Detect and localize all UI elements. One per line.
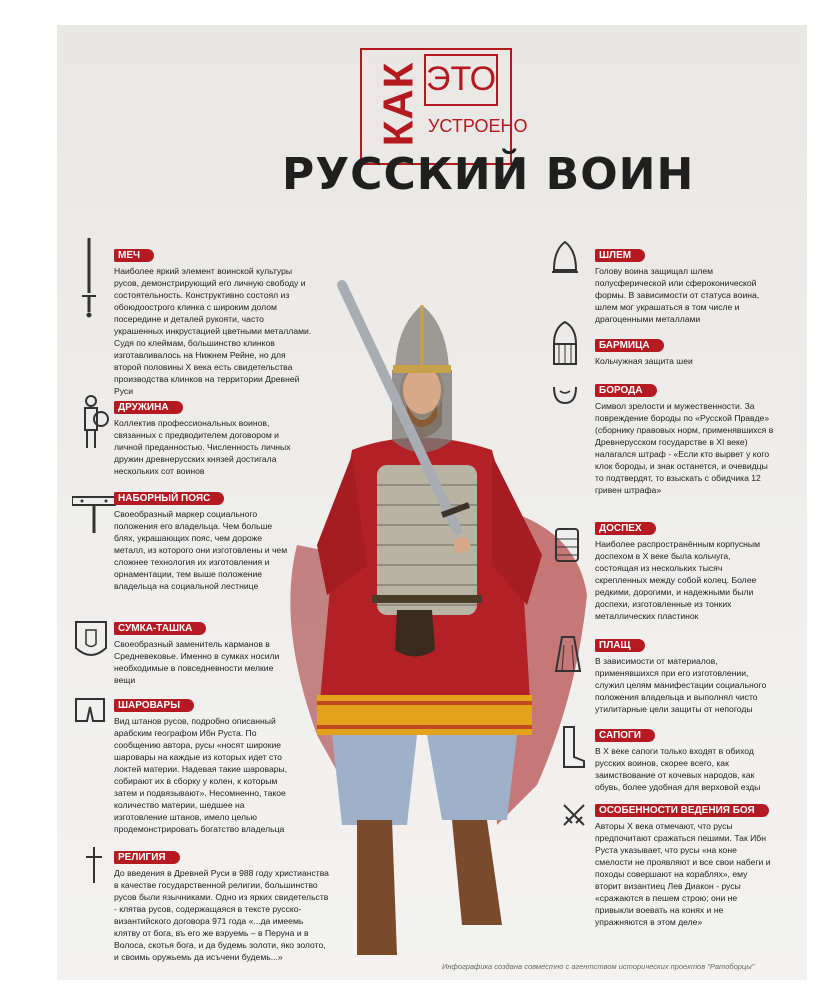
page-title: РУССКИЙ ВОИН bbox=[282, 149, 695, 200]
warrior-icon bbox=[79, 395, 109, 450]
item-plashch bbox=[595, 635, 775, 715]
armor-icon bbox=[554, 527, 580, 563]
label-plashch: ПЛАЩ bbox=[595, 639, 645, 652]
item-sumka bbox=[114, 618, 284, 686]
text-dospeh: Наиболее распространённым корпусным доспехом в X веке была кольчуга, состоящая из нескольких тысяч скрепленных между собой колец. Более редкими, дорогими, и надежными были доспехи, изготовленные из тонких металлических пластинок bbox=[595, 539, 761, 621]
trousers-icon bbox=[74, 697, 106, 723]
text-boy: Авторы X века отмечают, что русы предпочитают сражаться пешими. Так Ибн Руста указывает, что русы «на коне смелости не проявляют и все свои набеги и походы совершают на кораблях», ему вторит византиец Лев Диакон - русы «сражаются в пешем строю; они не привыкли воевать на конях и не упражняются в этом деле» bbox=[595, 821, 771, 927]
text-sapogi: В X веке сапоги только входят в обиход русских воинов, скорее всего, как заимствование от кочевых народов, как обувь, более удобная для верховой езды bbox=[595, 746, 761, 792]
item-shlem bbox=[595, 245, 770, 325]
boot-icon bbox=[560, 725, 586, 769]
poster bbox=[57, 25, 807, 980]
label-poyas: НАБОРНЫЙ ПОЯС bbox=[114, 492, 224, 505]
text-boroda: Символ зрелости и мужественности. За повреждение бороды по «Русской Правде» (сборнику правовых норм, применявшихся в Древнерусском государстве в XI веке) налагался штраф - «Если кто вырвет у кого клок бороды, и знак останется, и очевидцы то подтвердят, то взыскать с обидчика 12 гривен штрафа» bbox=[595, 401, 774, 495]
item-dospeh bbox=[595, 518, 775, 622]
logo-kak: КАК bbox=[374, 61, 422, 147]
label-sapogi: САПОГИ bbox=[595, 729, 655, 742]
item-sapogi bbox=[595, 725, 775, 793]
label-mech: МЕЧ bbox=[114, 249, 154, 262]
label-religiya: РЕЛИГИЯ bbox=[114, 851, 180, 864]
text-barmica: Кольчужная защита шеи bbox=[595, 356, 693, 366]
label-sumka: СУМКА-ТАШКА bbox=[114, 622, 206, 635]
label-dospeh: ДОСПЕХ bbox=[595, 522, 656, 535]
label-barmica: БАРМИЦА bbox=[595, 339, 664, 352]
logo bbox=[360, 48, 528, 165]
cloak-icon bbox=[554, 635, 582, 673]
item-boroda bbox=[595, 380, 775, 496]
text-shlem: Голову воина защищал шлем полусферической или сфероконической формы. В зависимости от статуса воина, шлем мог украшаться в том числе и драгоценными металлами bbox=[595, 266, 760, 324]
text-plashch: В зависимости от материалов, применявшихся при его изготовлении, служил целям манифестации социального положения владельца и выполнял чисто утилитарные цели защиты от непогоды bbox=[595, 656, 767, 714]
cross-icon bbox=[84, 847, 104, 883]
pouch-icon bbox=[74, 620, 108, 662]
label-boroda: БОРОДА bbox=[595, 384, 657, 397]
label-boy: ОСОБЕННОСТИ ВЕДЕНИЯ БОЯ bbox=[595, 804, 769, 817]
text-sharovary: Вид штанов русов, подробно описанный арабским географом Ибн Руста. По сообщению автора, русы «носят широкие шаровары на каждые из которых идет сто локтей материи. Надевая такие шаровары, собирают их в сборку у колен, к которым затем и подвязывают». Несомненно, такое количество материи, шедшее на изготовление штанов, имело целью продемонстрировать богатство владельца bbox=[114, 716, 288, 834]
text-mech: Наиболее яркий элемент воинской культуры русов, демонстрирующий его личную свободу и состоятельность. Конструктивно состоял из обоюдоострого клинка с широким долом посередине и деталей рукояти, часто украшенных инкрустацией цветными металлами. Судя по клеймам, большинство клинков изготавливалось на Нижнем Рейне, но для второй половины X века есть свидетельства производства клинков на территории Древней Руси bbox=[114, 266, 312, 396]
item-poyas bbox=[114, 488, 294, 592]
item-druzhina bbox=[114, 397, 292, 477]
label-shlem: ШЛЕМ bbox=[595, 249, 645, 262]
aventail-icon bbox=[550, 320, 580, 368]
label-sharovary: ШАРОВАРЫ bbox=[114, 699, 194, 712]
logo-eto: ЭТО bbox=[424, 54, 498, 106]
belt-icon bbox=[72, 493, 116, 537]
text-poyas: Своеобразный маркер социального положения его владельца. Чем больше блях, украшающих пояс, чем дороже металл, из которого они изготовлены и чем сложнее технология их изготовления и орнаментации, тем выше положение владельца на социальной лестнице bbox=[114, 509, 288, 591]
item-mech bbox=[114, 245, 314, 397]
text-religiya: До введения в Древней Руси в 988 году христианства в качестве государственной религии, большинство русов были язычниками. Одно из ярких свидетельств - клятва русов, содержащаяся в тексте русско-византийского договора 971 года «...да имеемь клятву от бога, въ его же вэруемь – в Перуна и в Волоса, скотья бога, и да будемь золоти, яко золото, и своимь оружьемь да исъчени будемь...» bbox=[114, 868, 329, 962]
item-sharovary bbox=[114, 695, 294, 835]
helmet-icon bbox=[550, 240, 580, 276]
logo-ustroeno: УСТРОЕНО bbox=[428, 116, 528, 136]
credit-text: Инфографика создана совместно с агентством исторических проектов "Ратоборцы" bbox=[442, 962, 755, 971]
text-druzhina: Коллектив профессиональных воинов, связанных с предводителем договором и личной преданностью. Численность личных дружин древнерусских князей достигала нескольких сот воинов bbox=[114, 418, 291, 476]
sword-icon bbox=[82, 238, 96, 318]
label-druzhina: ДРУЖИНА bbox=[114, 401, 183, 414]
beard-icon bbox=[552, 385, 578, 405]
item-barmica bbox=[595, 335, 770, 367]
text-sumka: Своеобразный заменитель карманов в Средневековье. Именно в сумках носили необходимые в повседневности мелкие вещи bbox=[114, 639, 280, 685]
item-religiya bbox=[114, 847, 329, 963]
item-boy bbox=[595, 800, 775, 928]
crossed-swords-icon bbox=[562, 803, 586, 827]
